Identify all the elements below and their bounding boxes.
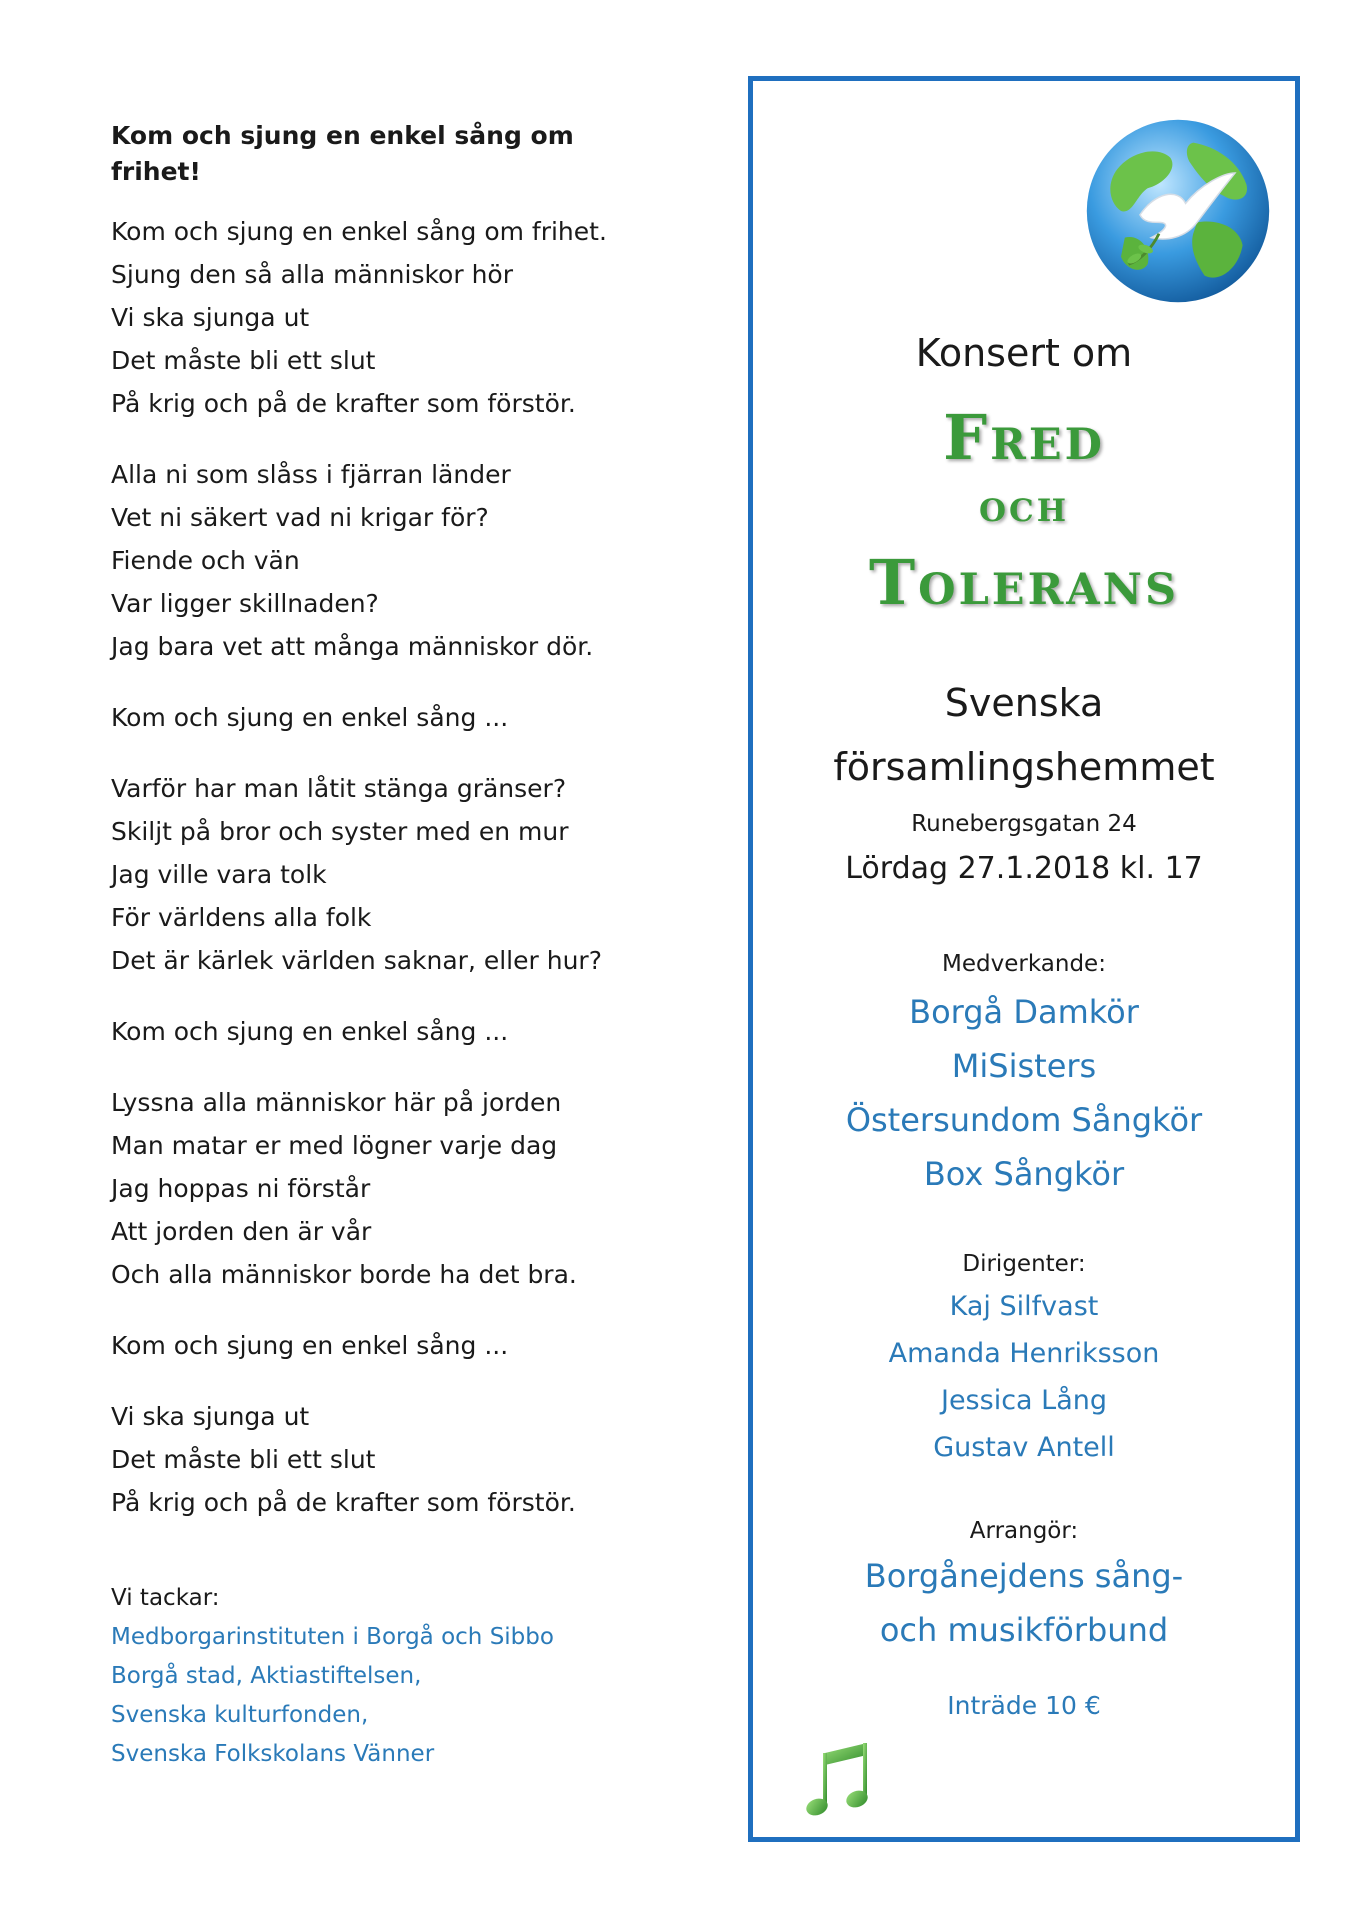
lyric-line: Vi ska sjunga ut (111, 303, 310, 332)
venue-line-2: församlingshemmet (833, 745, 1215, 789)
performer: Borgå Damkör (909, 993, 1139, 1031)
thanks-item: Svenska Folkskolans Vänner (111, 1741, 435, 1767)
lyric-line: Att jorden den är vår (111, 1217, 372, 1246)
song-lyrics (111, 118, 671, 1552)
lyric-line: Lyssna alla människor här på jorden (111, 1088, 562, 1117)
stanza (111, 1081, 671, 1296)
stanza (111, 767, 671, 982)
lyric-line: Och alla människor borde ha det bra. (111, 1260, 577, 1289)
lyric-line: På krig och på de krafter som förstör. (111, 1488, 576, 1517)
performer: Box Sångkör (923, 1155, 1125, 1193)
stanza (111, 210, 671, 425)
lyric-line: Var ligger skillnaden? (111, 589, 379, 618)
venue-address: Runebergsgatan 24 (911, 811, 1137, 837)
lyric-line: Kom och sjung en enkel sång ... (111, 703, 509, 732)
lyric-line: Det måste bli ett slut (111, 1445, 376, 1474)
conductor: Gustav Antell (933, 1432, 1115, 1463)
lyric-line: Det är kärlek världen saknar, eller hur? (111, 946, 602, 975)
venue-line-1: Svenska (944, 681, 1104, 725)
lyric-line: Varför har man låtit stänga gränser? (111, 774, 567, 803)
performer: Östersundom Sångkör (845, 1101, 1203, 1139)
conductor: Jessica Lång (940, 1385, 1108, 1416)
stanza (111, 453, 671, 668)
title-och: och (979, 481, 1069, 532)
concert-intro: Konsert om (915, 331, 1133, 375)
concert-poster (748, 76, 1300, 1842)
lyric-line: Kom och sjung en enkel sång ... (111, 1331, 509, 1360)
thanks-item: Borgå stad, Aktiastiftelsen, (111, 1663, 422, 1689)
lyric-line: Fiende och vän (111, 546, 300, 575)
music-note-icon (805, 1739, 871, 1819)
acknowledgements (111, 1578, 671, 1774)
refrain (111, 1010, 671, 1053)
song-title: Kom och sjung en enkel sång om frihet! (111, 121, 574, 186)
conductors-label: Dirigenter: (962, 1251, 1086, 1277)
lyric-line: Skiljt på bror och syster med en mur (111, 817, 569, 846)
thanks-item: Medborgarinstituten i Borgå och Sibbo (111, 1624, 554, 1650)
lyric-line: Jag bara vet att många människor dör. (111, 632, 594, 661)
organizer-line: Borgånejdens sång- (864, 1557, 1184, 1595)
thanks-label: Vi tackar: (111, 1585, 220, 1611)
lyric-line: På krig och på de krafter som förstör. (111, 389, 576, 418)
concert-date: Lördag 27.1.2018 kl. 17 (845, 851, 1203, 886)
lyric-line: För världens alla folk (111, 903, 372, 932)
title-tolerans: Tolerans (868, 546, 1180, 619)
thanks-item: Svenska kulturfonden, (111, 1702, 369, 1728)
lyric-line: Kom och sjung en enkel sång om frihet. (111, 217, 607, 246)
lyric-line: Vi ska sjunga ut (111, 1402, 310, 1431)
refrain (111, 1324, 671, 1367)
lyric-line: Jag ville vara tolk (111, 860, 327, 889)
conductor: Amanda Henriksson (888, 1338, 1160, 1369)
entry-fee: Inträde 10 € (947, 1691, 1101, 1720)
performers-label: Medverkande: (942, 951, 1106, 977)
lyric-line: Vet ni säkert vad ni krigar för? (111, 503, 489, 532)
lyric-line: Jag hoppas ni förstår (111, 1174, 371, 1203)
title-fred: Fred (943, 401, 1105, 474)
stanza (111, 1395, 671, 1524)
lyric-line: Kom och sjung en enkel sång ... (111, 1017, 509, 1046)
conductor: Kaj Silfvast (949, 1291, 1099, 1322)
organizer-label: Arrangör: (969, 1518, 1079, 1544)
globe-dove-icon (1083, 116, 1273, 306)
lyric-line: Man matar er med lögner varje dag (111, 1131, 558, 1160)
refrain (111, 696, 671, 739)
lyric-line: Alla ni som slåss i fjärran länder (111, 460, 511, 489)
performer: MiSisters (951, 1047, 1097, 1085)
organizer-line: och musikförbund (879, 1611, 1169, 1649)
lyric-line: Det måste bli ett slut (111, 346, 376, 375)
lyric-line: Sjung den så alla människor hör (111, 260, 513, 289)
